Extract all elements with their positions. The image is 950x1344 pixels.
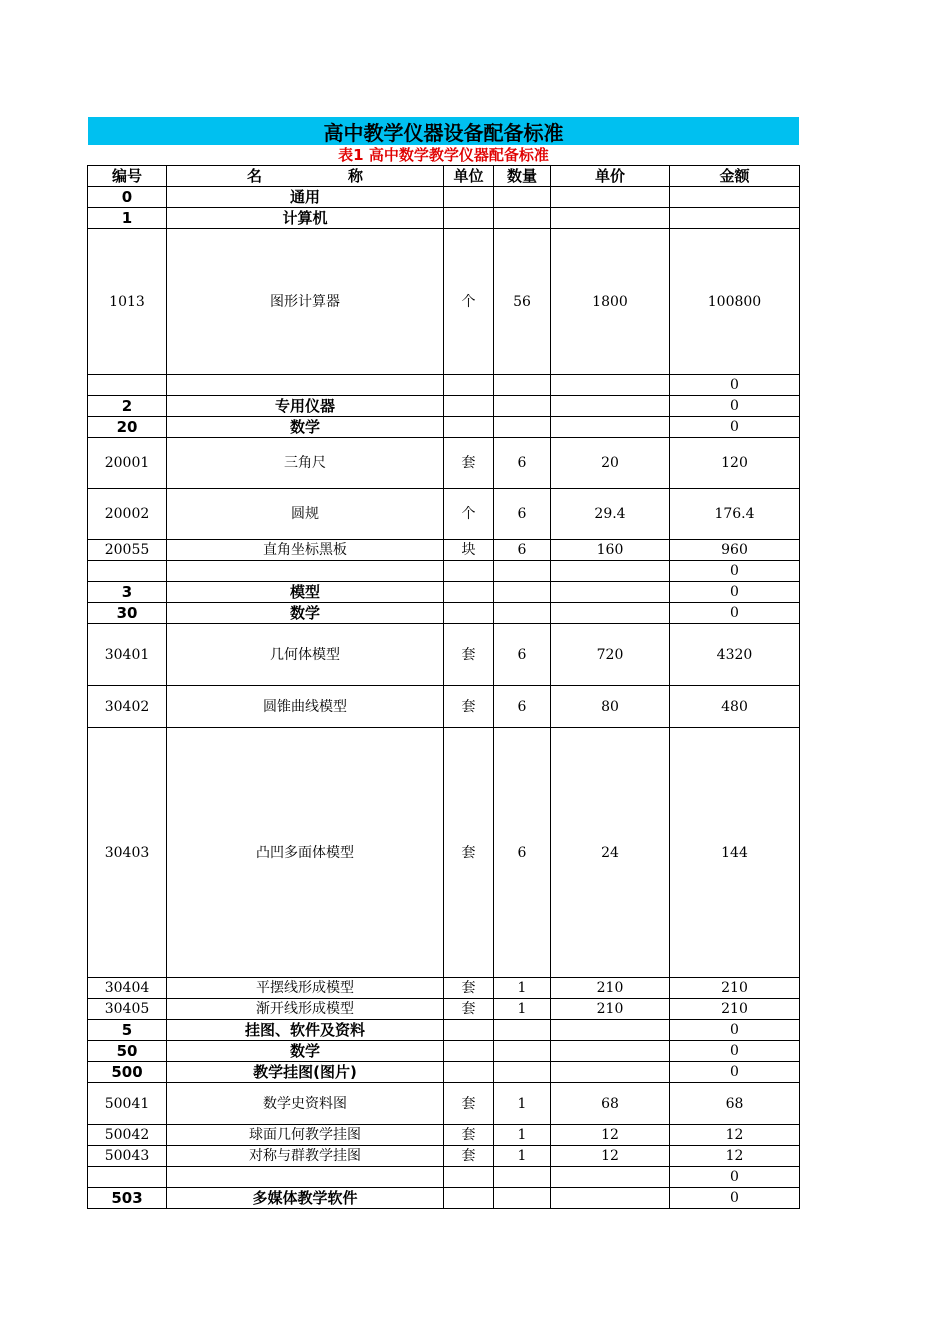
table-row bbox=[88, 728, 800, 978]
cell-qty bbox=[494, 1041, 551, 1062]
cell-code bbox=[88, 561, 167, 582]
cell-qty: 6 bbox=[494, 489, 551, 540]
header-name-a: 名 bbox=[247, 167, 263, 185]
cell-unit bbox=[444, 603, 494, 624]
sheet-title: 高中教学仪器设备配备标准 bbox=[88, 117, 799, 145]
cell-price bbox=[551, 1188, 670, 1209]
cell-unit: 套 bbox=[444, 1125, 494, 1146]
cell-name: 图形计算器 bbox=[167, 229, 444, 375]
cell-name: 凸凹多面体模型 bbox=[167, 728, 444, 978]
cell-amount: 144 bbox=[670, 728, 800, 978]
cell-unit: 套 bbox=[444, 1146, 494, 1167]
cell-amount: 100800 bbox=[670, 229, 800, 375]
cell-unit bbox=[444, 396, 494, 417]
cell-unit bbox=[444, 561, 494, 582]
cell-code: 50041 bbox=[88, 1083, 167, 1125]
cell-price bbox=[551, 582, 670, 603]
cell-name: 专用仪器 bbox=[167, 396, 444, 417]
header-amount: 金额 bbox=[670, 166, 800, 187]
cell-amount: 0 bbox=[670, 417, 800, 438]
cell-price: 20 bbox=[551, 438, 670, 489]
table-row bbox=[88, 489, 800, 540]
cell-price bbox=[551, 187, 670, 208]
cell-price: 12 bbox=[551, 1146, 670, 1167]
table-row bbox=[88, 1125, 800, 1146]
cell-qty bbox=[494, 1020, 551, 1041]
cell-name: 渐开线形成模型 bbox=[167, 999, 444, 1020]
cell-price: 160 bbox=[551, 540, 670, 561]
cell-qty bbox=[494, 1062, 551, 1083]
table-row bbox=[88, 417, 800, 438]
cell-name: 数学 bbox=[167, 603, 444, 624]
cell-amount: 0 bbox=[670, 396, 800, 417]
cell-qty: 1 bbox=[494, 978, 551, 999]
cell-amount: 0 bbox=[670, 1167, 800, 1188]
cell-qty: 6 bbox=[494, 686, 551, 728]
cell-name: 通用 bbox=[167, 187, 444, 208]
header-price: 单价 bbox=[551, 166, 670, 187]
cell-qty: 56 bbox=[494, 229, 551, 375]
table-row bbox=[88, 1188, 800, 1209]
cell-amount: 68 bbox=[670, 1083, 800, 1125]
cell-unit: 套 bbox=[444, 999, 494, 1020]
cell-code: 30403 bbox=[88, 728, 167, 978]
cell-amount: 0 bbox=[670, 375, 800, 396]
cell-unit: 套 bbox=[444, 1083, 494, 1125]
table-row bbox=[88, 999, 800, 1020]
table-subtitle: 表1 高中数学教学仪器配备标准 bbox=[338, 146, 549, 164]
cell-name: 多媒体教学软件 bbox=[167, 1188, 444, 1209]
cell-code: 3 bbox=[88, 582, 167, 603]
cell-code: 30404 bbox=[88, 978, 167, 999]
cell-unit bbox=[444, 1188, 494, 1209]
table-row bbox=[88, 375, 800, 396]
cell-amount: 12 bbox=[670, 1146, 800, 1167]
cell-qty bbox=[494, 582, 551, 603]
cell-unit bbox=[444, 187, 494, 208]
cell-qty: 1 bbox=[494, 999, 551, 1020]
cell-price: 29.4 bbox=[551, 489, 670, 540]
cell-price: 24 bbox=[551, 728, 670, 978]
cell-unit bbox=[444, 417, 494, 438]
cell-qty bbox=[494, 417, 551, 438]
cell-price: 80 bbox=[551, 686, 670, 728]
table-row bbox=[88, 208, 800, 229]
cell-name: 几何体模型 bbox=[167, 624, 444, 686]
cell-unit: 套 bbox=[444, 438, 494, 489]
cell-amount bbox=[670, 187, 800, 208]
table-row bbox=[88, 978, 800, 999]
cell-price bbox=[551, 603, 670, 624]
cell-name: 计算机 bbox=[167, 208, 444, 229]
cell-unit bbox=[444, 1167, 494, 1188]
cell-qty bbox=[494, 375, 551, 396]
cell-qty bbox=[494, 208, 551, 229]
cell-unit bbox=[444, 208, 494, 229]
cell-name bbox=[167, 375, 444, 396]
cell-amount: 176.4 bbox=[670, 489, 800, 540]
table-row bbox=[88, 1020, 800, 1041]
cell-amount: 120 bbox=[670, 438, 800, 489]
cell-price bbox=[551, 1062, 670, 1083]
cell-code: 30401 bbox=[88, 624, 167, 686]
cell-code: 20 bbox=[88, 417, 167, 438]
cell-unit: 个 bbox=[444, 229, 494, 375]
cell-code: 503 bbox=[88, 1188, 167, 1209]
cell-code: 50043 bbox=[88, 1146, 167, 1167]
cell-qty bbox=[494, 603, 551, 624]
cell-price bbox=[551, 375, 670, 396]
table-row bbox=[88, 1041, 800, 1062]
cell-price bbox=[551, 396, 670, 417]
cell-amount: 480 bbox=[670, 686, 800, 728]
cell-amount: 0 bbox=[670, 1062, 800, 1083]
cell-qty: 1 bbox=[494, 1083, 551, 1125]
cell-qty bbox=[494, 1167, 551, 1188]
cell-price bbox=[551, 1020, 670, 1041]
cell-price bbox=[551, 1041, 670, 1062]
table-row bbox=[88, 540, 800, 561]
header-name bbox=[167, 166, 444, 187]
cell-amount: 0 bbox=[670, 582, 800, 603]
cell-price bbox=[551, 208, 670, 229]
equipment-table bbox=[87, 165, 800, 1209]
cell-price: 210 bbox=[551, 999, 670, 1020]
cell-name: 数学史资料图 bbox=[167, 1083, 444, 1125]
cell-unit bbox=[444, 1020, 494, 1041]
cell-code bbox=[88, 1167, 167, 1188]
header-unit: 单位 bbox=[444, 166, 494, 187]
cell-qty: 6 bbox=[494, 624, 551, 686]
cell-unit: 块 bbox=[444, 540, 494, 561]
cell-unit bbox=[444, 1062, 494, 1083]
table-row bbox=[88, 561, 800, 582]
cell-code: 30405 bbox=[88, 999, 167, 1020]
cell-qty bbox=[494, 396, 551, 417]
header-row bbox=[88, 166, 800, 187]
cell-unit bbox=[444, 582, 494, 603]
cell-qty: 6 bbox=[494, 728, 551, 978]
cell-name: 直角坐标黑板 bbox=[167, 540, 444, 561]
cell-amount: 4320 bbox=[670, 624, 800, 686]
cell-amount: 960 bbox=[670, 540, 800, 561]
cell-code: 0 bbox=[88, 187, 167, 208]
cell-name bbox=[167, 561, 444, 582]
cell-amount: 0 bbox=[670, 1188, 800, 1209]
cell-amount: 0 bbox=[670, 561, 800, 582]
cell-name: 教学挂图(图片) bbox=[167, 1062, 444, 1083]
cell-amount: 0 bbox=[670, 1020, 800, 1041]
cell-unit: 套 bbox=[444, 978, 494, 999]
cell-code: 20002 bbox=[88, 489, 167, 540]
cell-name: 球面几何教学挂图 bbox=[167, 1125, 444, 1146]
cell-unit: 个 bbox=[444, 489, 494, 540]
cell-unit bbox=[444, 1041, 494, 1062]
cell-amount: 210 bbox=[670, 978, 800, 999]
table-row bbox=[88, 603, 800, 624]
cell-price bbox=[551, 417, 670, 438]
cell-code: 2 bbox=[88, 396, 167, 417]
cell-code: 20055 bbox=[88, 540, 167, 561]
cell-price bbox=[551, 561, 670, 582]
cell-qty bbox=[494, 187, 551, 208]
cell-name: 挂图、软件及资料 bbox=[167, 1020, 444, 1041]
table-row bbox=[88, 582, 800, 603]
cell-price: 68 bbox=[551, 1083, 670, 1125]
table-row bbox=[88, 624, 800, 686]
header-code: 编号 bbox=[88, 166, 167, 187]
table-row bbox=[88, 187, 800, 208]
cell-price: 720 bbox=[551, 624, 670, 686]
cell-code: 1013 bbox=[88, 229, 167, 375]
cell-code: 20001 bbox=[88, 438, 167, 489]
cell-name: 模型 bbox=[167, 582, 444, 603]
table-row bbox=[88, 1167, 800, 1188]
cell-qty: 1 bbox=[494, 1125, 551, 1146]
cell-amount: 0 bbox=[670, 603, 800, 624]
cell-name: 对称与群教学挂图 bbox=[167, 1146, 444, 1167]
cell-unit: 套 bbox=[444, 686, 494, 728]
table-row bbox=[88, 1146, 800, 1167]
cell-name: 数学 bbox=[167, 417, 444, 438]
cell-name: 三角尺 bbox=[167, 438, 444, 489]
table-row bbox=[88, 1083, 800, 1125]
cell-unit bbox=[444, 375, 494, 396]
cell-code bbox=[88, 375, 167, 396]
header-qty: 数量 bbox=[494, 166, 551, 187]
table-row bbox=[88, 1062, 800, 1083]
cell-code: 5 bbox=[88, 1020, 167, 1041]
cell-qty: 6 bbox=[494, 540, 551, 561]
cell-unit: 套 bbox=[444, 624, 494, 686]
cell-amount: 0 bbox=[670, 1041, 800, 1062]
cell-name: 平摆线形成模型 bbox=[167, 978, 444, 999]
cell-code: 50 bbox=[88, 1041, 167, 1062]
cell-price: 12 bbox=[551, 1125, 670, 1146]
cell-code: 500 bbox=[88, 1062, 167, 1083]
table-row bbox=[88, 686, 800, 728]
cell-unit: 套 bbox=[444, 728, 494, 978]
cell-qty: 1 bbox=[494, 1146, 551, 1167]
cell-name: 圆锥曲线模型 bbox=[167, 686, 444, 728]
header-name-b: 称 bbox=[347, 167, 363, 185]
cell-code: 30 bbox=[88, 603, 167, 624]
cell-qty bbox=[494, 561, 551, 582]
table-row bbox=[88, 229, 800, 375]
cell-price: 1800 bbox=[551, 229, 670, 375]
cell-name: 圆规 bbox=[167, 489, 444, 540]
cell-qty bbox=[494, 1188, 551, 1209]
cell-qty: 6 bbox=[494, 438, 551, 489]
cell-amount: 12 bbox=[670, 1125, 800, 1146]
cell-amount: 210 bbox=[670, 999, 800, 1020]
cell-amount bbox=[670, 208, 800, 229]
cell-name bbox=[167, 1167, 444, 1188]
table-row bbox=[88, 438, 800, 489]
table-row bbox=[88, 396, 800, 417]
cell-name: 数学 bbox=[167, 1041, 444, 1062]
cell-code: 1 bbox=[88, 208, 167, 229]
cell-price bbox=[551, 1167, 670, 1188]
cell-code: 50042 bbox=[88, 1125, 167, 1146]
cell-price: 210 bbox=[551, 978, 670, 999]
cell-code: 30402 bbox=[88, 686, 167, 728]
